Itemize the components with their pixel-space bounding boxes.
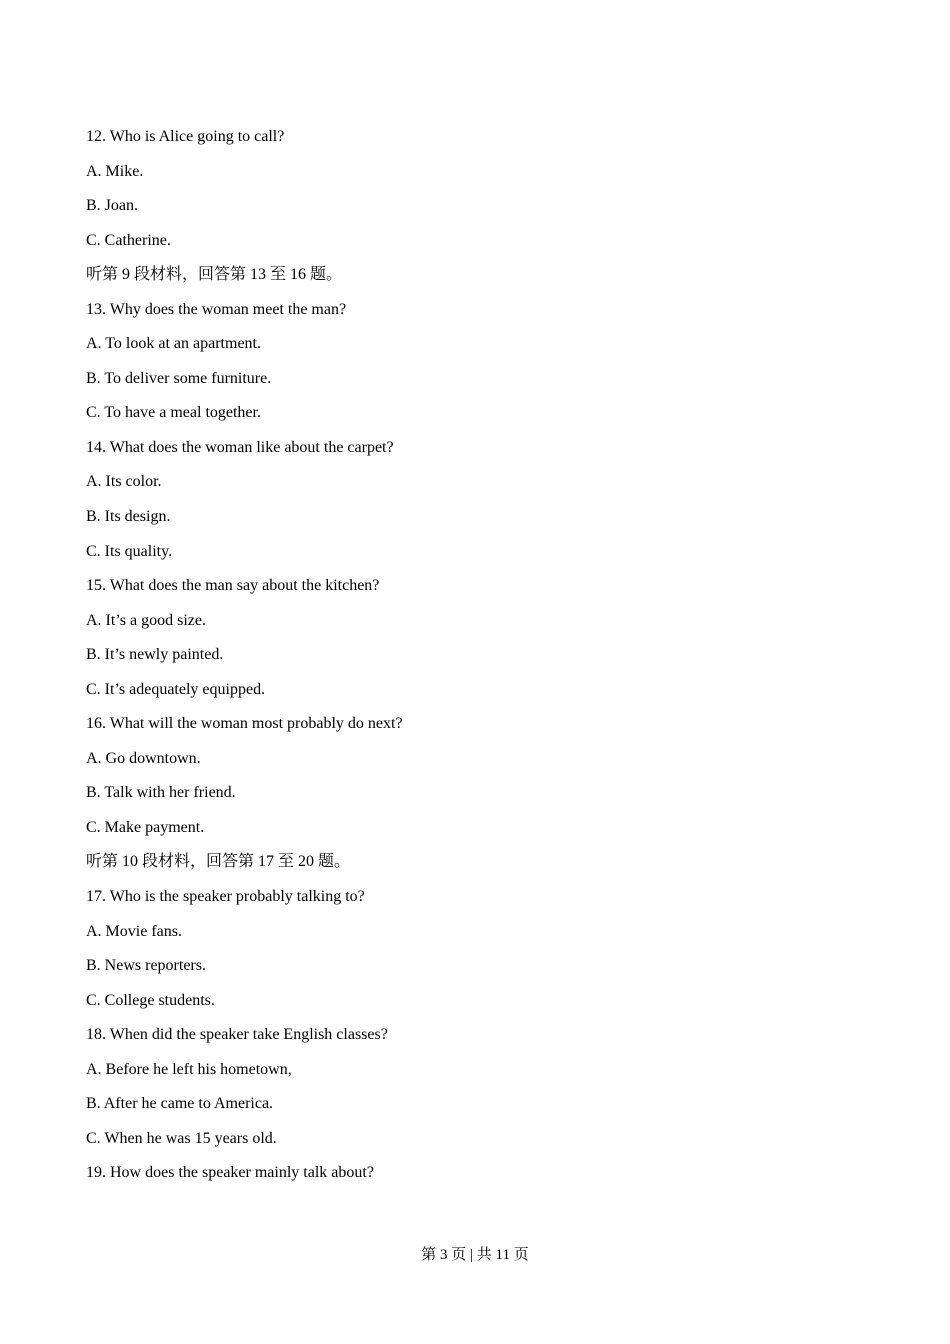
question-14: 14. What does the woman like about the carpet?: [86, 438, 394, 456]
question-18: 18. When did the speaker take English classes?: [86, 1026, 388, 1044]
option-16-b: B. Talk with her friend.: [86, 784, 236, 802]
option-14-b: B. Its design.: [86, 508, 171, 526]
option-16-a: A. Go downtown.: [86, 749, 201, 767]
question-16: 16. What will the woman most probably do next?: [86, 715, 403, 733]
option-12-b: B. Joan.: [86, 197, 138, 215]
option-13-a: A. To look at an apartment.: [86, 335, 261, 353]
option-18-a: A. Before he left his hometown,: [86, 1060, 292, 1078]
option-12-c: C. Catherine.: [86, 231, 171, 249]
question-15: 15. What does the man say about the kitchen?: [86, 577, 380, 595]
page-footer: 第 3 页 | 共 11 页: [421, 1247, 529, 1263]
option-17-c: C. College students.: [86, 991, 215, 1009]
question-12: 12. Who is Alice going to call?: [86, 128, 285, 145]
option-15-b: B. It’s newly painted.: [86, 646, 224, 664]
option-13-c: C. To have a meal together.: [86, 404, 261, 422]
option-17-a: A. Movie fans.: [86, 922, 182, 940]
option-18-b: B. After he came to America.: [86, 1095, 274, 1113]
option-13-b: B. To deliver some furniture.: [86, 369, 272, 387]
question-list: [86, 125, 866, 1196]
option-15-a: A. It’s a good size.: [86, 611, 206, 629]
section-instruction-9: 听第 9 段材料，回答第 13 至 16 题。: [86, 266, 343, 284]
question-19: 19. How does the speaker mainly talk about?: [86, 1164, 374, 1182]
option-16-c: C. Make payment.: [86, 818, 205, 836]
question-17: 17. Who is the speaker probably talking to?: [86, 888, 365, 906]
option-18-c: C. When he was 15 years old.: [86, 1129, 277, 1147]
option-12-a: A. Mike.: [86, 162, 144, 180]
option-17-b: B. News reporters.: [86, 957, 206, 975]
option-14-c: C. Its quality.: [86, 542, 173, 560]
option-15-c: C. It’s adequately equipped.: [86, 680, 266, 698]
section-instruction-10: 听第 10 段材料，回答第 17 至 20 题。: [86, 853, 351, 871]
option-14-a: A. Its color.: [86, 473, 162, 491]
question-13: 13. Why does the woman meet the man?: [86, 300, 347, 318]
